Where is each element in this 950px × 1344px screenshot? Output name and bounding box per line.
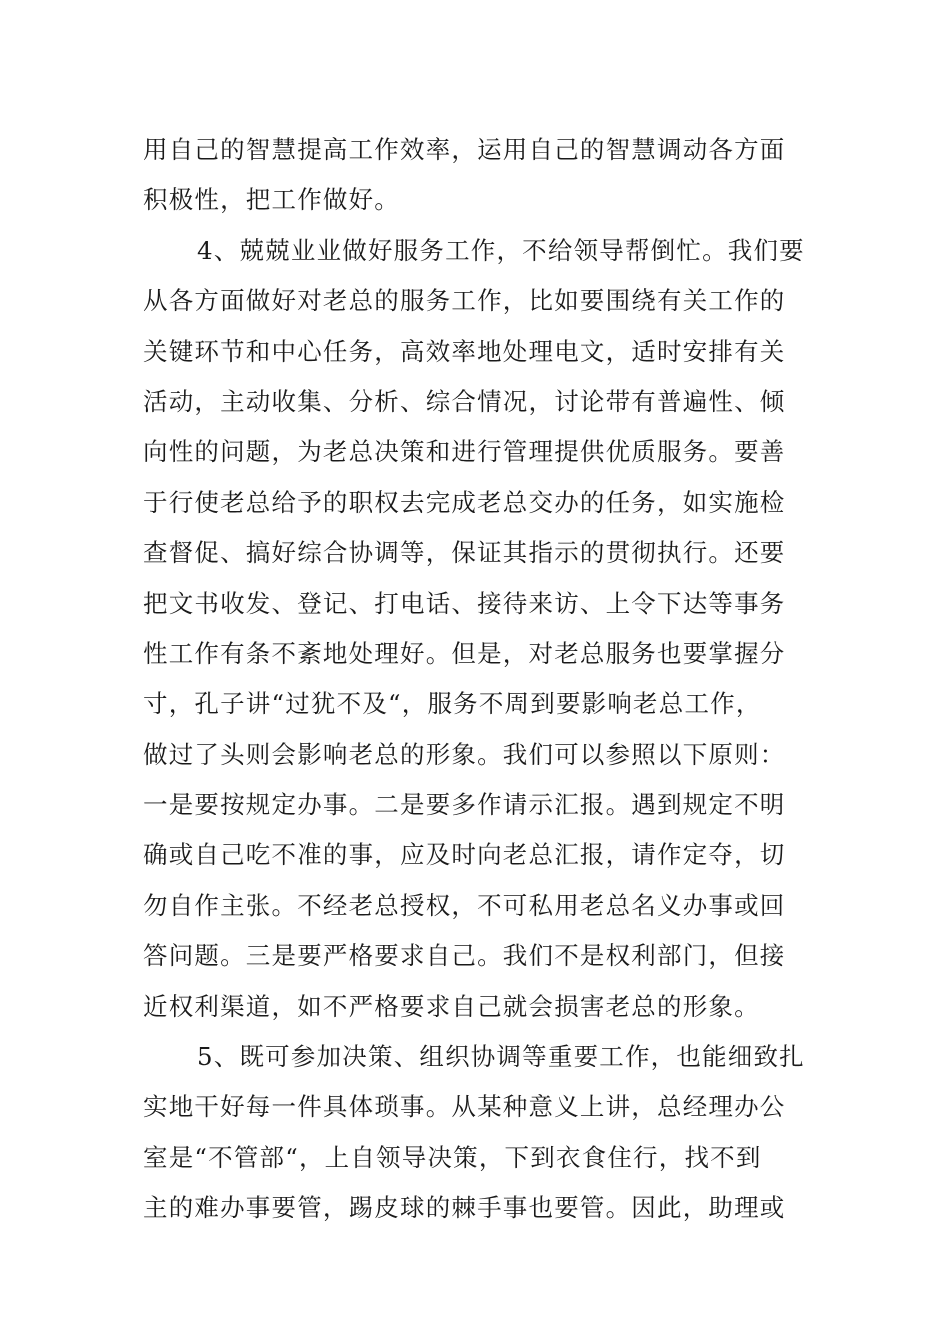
text-line: 从各方面做好对老总的服务工作，比如要围绕有关工作的 bbox=[143, 286, 786, 316]
text-line: 近权利渠道，如不严格要求自己就会损害老总的形象。 bbox=[143, 991, 760, 1021]
text-line: 查督促、搞好综合协调等，保证其指示的贯彻执行。还要 bbox=[143, 538, 786, 568]
body-text bbox=[143, 125, 813, 1234]
text-line: 寸，孔子讲“过犹不及“，服务不周到要影响老总工作， bbox=[143, 689, 762, 719]
text-line: 关键环节和中心任务，高效率地处理电文，适时安排有关 bbox=[143, 336, 786, 366]
text-line: 活动，主动收集、分析、综合情况，讨论带有普遍性、倾 bbox=[143, 386, 786, 416]
text-line: 室是“不管部“，上自领导决策，下到衣食住行，找不到 bbox=[143, 1142, 762, 1172]
paragraph-start-line: 5、既可参加决策、组织协调等重要工作，也能细致扎 bbox=[197, 1042, 805, 1072]
text-line: 向性的问题，为老总决策和进行管理提供优质服务。要善 bbox=[143, 437, 786, 467]
text-line: 实地干好每一件具体琐事。从某种意义上讲，总经理办公 bbox=[143, 1092, 786, 1122]
text-line: 积极性，把工作做好。 bbox=[143, 185, 400, 215]
text-line: 勿自作主张。不经老总授权，不可私用老总名义办事或回 bbox=[143, 890, 786, 920]
text-line: 主的难办事要管，踢皮球的棘手事也要管。因此，助理或 bbox=[143, 1193, 786, 1223]
text-line: 用自己的智慧提高工作效率，运用自己的智慧调动各方面 bbox=[143, 135, 786, 164]
text-line: 确或自己吃不准的事，应及时向老总汇报，请作定夺，切 bbox=[143, 840, 786, 870]
text-line: 把文书收发、登记、打电话、接待来访、上令下达等事务 bbox=[143, 588, 786, 618]
paragraph-start-line: 4、兢兢业业做好服务工作，不给领导帮倒忙。我们要 bbox=[197, 235, 805, 265]
text-line: 于行使老总给予的职权去完成老总交办的任务，如实施检 bbox=[143, 487, 786, 517]
text-line: 性工作有条不紊地处理好。但是，对老总服务也要掌握分 bbox=[143, 638, 786, 668]
text-line: 做过了头则会影响老总的形象。我们可以参照以下原则： bbox=[143, 739, 786, 769]
text-line: 一是要按规定办事。二是要多作请示汇报。遇到规定不明 bbox=[143, 790, 786, 820]
text-line: 答问题。三是要严格要求自己。我们不是权利部门，但接 bbox=[143, 941, 786, 971]
